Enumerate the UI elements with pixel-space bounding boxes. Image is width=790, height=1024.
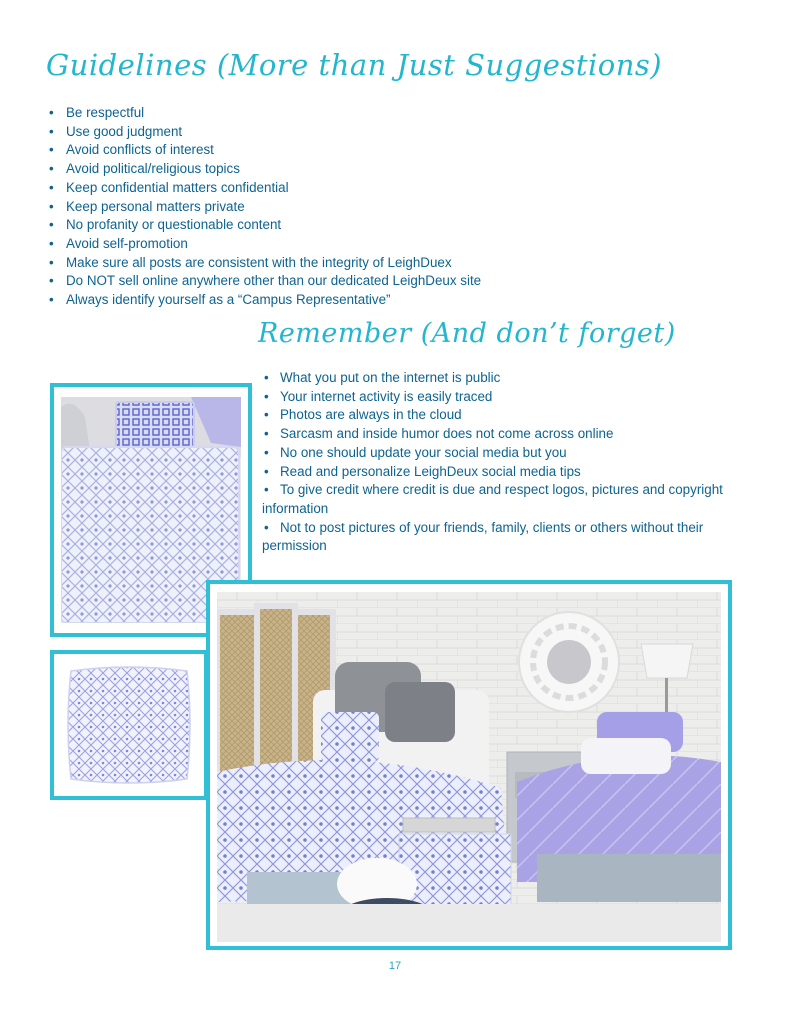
list-item: • Keep confidential matters confidential <box>66 179 481 198</box>
dorm-room-photo-frame <box>206 580 732 950</box>
list-item: • To give credit where credit is due and respect logos, pictures and copyright information <box>262 481 732 518</box>
list-item: • Your internet activity is easily traced <box>262 388 732 407</box>
list-item: • No profanity or questionable content <box>66 216 481 235</box>
dorm-room-photo <box>217 592 721 942</box>
remember-heading: Remember (And don’t forget) <box>258 318 676 349</box>
list-item: • Be respectful <box>66 104 481 123</box>
list-item: • Sarcasm and inside humor does not come across online <box>262 425 732 444</box>
list-item: • Read and personalize LeighDeux social media tips <box>262 463 732 482</box>
list-item: • Keep personal matters private <box>66 198 481 217</box>
pillow-photo-frame <box>50 650 208 800</box>
page-number: 17 <box>388 960 402 972</box>
list-item: • Avoid self-promotion <box>66 235 481 254</box>
list-item: • What you put on the internet is public <box>262 369 732 388</box>
list-item: • Use good judgment <box>66 123 481 142</box>
list-item: • Photos are always in the cloud <box>262 406 732 425</box>
list-item: • Not to post pictures of your friends, family, clients or others without their permission <box>262 519 732 556</box>
guidelines-list <box>66 104 481 310</box>
list-item: • Make sure all posts are consistent with the integrity of LeighDuex <box>66 254 481 273</box>
list-item: • Always identify yourself as a “Campus Representative” <box>66 291 481 310</box>
guidelines-heading: Guidelines (More than Just Suggestions) <box>46 48 663 82</box>
list-item: • No one should update your social media but you <box>262 444 732 463</box>
list-item: • Do NOT sell online anywhere other than our dedicated LeighDeux site <box>66 272 481 291</box>
pillow-photo <box>61 661 197 789</box>
list-item: • Avoid conflicts of interest <box>66 141 481 160</box>
remember-list <box>262 369 732 556</box>
list-item: • Avoid political/religious topics <box>66 160 481 179</box>
